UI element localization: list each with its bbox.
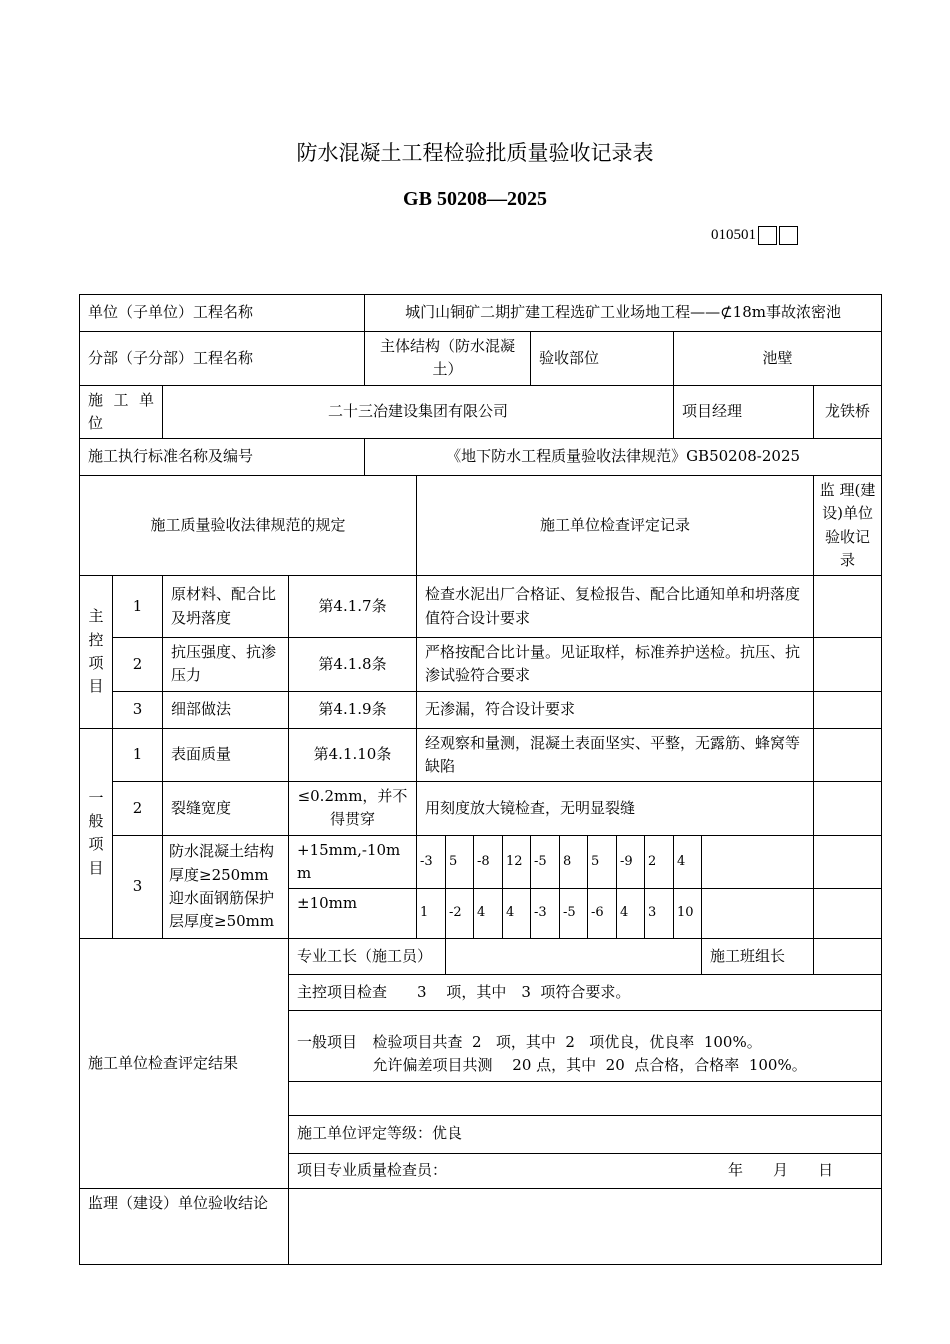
- unit-project-label: 单位（子单位）工程名称: [80, 295, 365, 332]
- measure-cell: 4: [674, 835, 702, 889]
- code-box-1[interactable]: [758, 226, 777, 245]
- supervision-label: 监理（建设）单位验收结论: [80, 1188, 289, 1264]
- measure-empty-cell: [702, 835, 814, 889]
- main-item-name: 细部做法: [163, 691, 289, 728]
- standard-number: GB 50208—2025: [403, 188, 547, 210]
- measure-cell: 12: [503, 835, 531, 889]
- general-item-name: 表面质量: [163, 728, 289, 782]
- main-item-clause: 第4.1.8条: [289, 638, 417, 692]
- measure-cell: 5: [588, 835, 617, 889]
- general-item-supervisor-cell[interactable]: [814, 889, 882, 939]
- general-item-no: 3: [113, 835, 163, 939]
- main-item-clause: 第4.1.7条: [289, 576, 417, 638]
- grade-line: 施工单位评定等级：优良: [289, 1115, 882, 1153]
- measure-cell: 5: [446, 835, 474, 889]
- sub-project-value: 主体结构（防水混凝土）: [365, 332, 531, 386]
- inspector-label: 项目专业质量检查员：: [297, 1160, 448, 1179]
- project-manager-label: 项目经理: [674, 385, 814, 439]
- measure-cell: -5: [560, 889, 588, 939]
- inspection-table: [79, 294, 882, 1265]
- cover-requirement: 迎水面钢筋保护层厚度≥50mm: [169, 888, 275, 930]
- main-check-summary: 主控项目检查 3 项，其中 3 项符合要求。: [289, 975, 882, 1011]
- main-item-no: 1: [113, 576, 163, 638]
- cover-tolerance: ±10mm: [289, 889, 417, 939]
- general-item-name: [163, 835, 289, 939]
- main-item-record: 严格按配合比计量。见证取样，标准养护送检。抗压、抗渗试验符合要求: [417, 638, 814, 692]
- measure-empty-cell: [702, 889, 814, 939]
- inspector-row: [289, 1153, 882, 1188]
- main-item-supervisor-cell[interactable]: [814, 691, 882, 728]
- measure-cell: 2: [645, 835, 674, 889]
- main-item-no: 3: [113, 691, 163, 728]
- general-item-no: 1: [113, 728, 163, 782]
- main-item-no: 2: [113, 638, 163, 692]
- measure-cell: -3: [531, 889, 560, 939]
- general-summary-line-2: 允许偏差项目共测 20 点，其中 20 点合格，合格率 100%。: [372, 1056, 807, 1075]
- general-item-record: 经观察和量测，混凝土表面坚实、平整，无露筋、蜂窝等缺陷: [417, 728, 814, 782]
- main-item-supervisor-cell[interactable]: [814, 638, 882, 692]
- main-item-supervisor-cell[interactable]: [814, 576, 882, 638]
- date-year: 年: [728, 1160, 744, 1179]
- acceptance-part-value: 池壁: [674, 332, 882, 386]
- date-month: 月: [773, 1160, 789, 1179]
- unit-project-value: 城门山铜矿二期扩建工程选矿工业场地工程——⊄18m事故浓密池: [365, 295, 882, 332]
- measure-cell: -3: [417, 835, 446, 889]
- thickness-tolerance: +15mm,-10mm: [289, 835, 417, 889]
- general-item-supervisor-cell[interactable]: [814, 835, 882, 889]
- supervisor-column-header: 监 理(建设)单位验收记录: [814, 476, 882, 576]
- general-item-clause: 第4.1.10条: [289, 728, 417, 782]
- general-item-clause: ≤0.2mm，并不得贯穿: [289, 782, 417, 836]
- supervision-conclusion[interactable]: [289, 1188, 882, 1264]
- form-title: 防水混凝土工程检验批质量验收记录表: [296, 141, 654, 165]
- acceptance-part-label: 验收部位: [531, 332, 674, 386]
- project-manager-value: 龙铁桥: [814, 385, 882, 439]
- general-summary-label: 一般项目: [289, 1011, 365, 1082]
- main-item-record: 无渗漏，符合设计要求: [417, 691, 814, 728]
- general-item-supervisor-cell[interactable]: [814, 728, 882, 782]
- record-column-header: 施工单位检查评定记录: [417, 476, 814, 576]
- team-leader-label: 施工班组长: [702, 939, 814, 975]
- form-code-text: 010501: [711, 227, 756, 243]
- measure-cell: 8: [560, 835, 588, 889]
- measure-cell: -5: [531, 835, 560, 889]
- main-item-name: 抗压强度、抗渗压力: [163, 638, 289, 692]
- measure-cell: 4: [503, 889, 531, 939]
- spec-column-header: 施工质量验收法律规范的规定: [80, 476, 417, 576]
- result-blank-row: [289, 1081, 882, 1115]
- measure-cell: 1: [417, 889, 446, 939]
- general-group-label: 一般项目: [80, 728, 113, 939]
- measure-cell: 10: [674, 889, 702, 939]
- standard-label: 施工执行标准名称及编号: [80, 439, 365, 476]
- measure-cell: -9: [617, 835, 645, 889]
- general-item-record: 用刻度放大镜检查，无明显裂缝: [417, 782, 814, 836]
- general-summary-line-1: 检验项目共查 2 项，其中 2 项优良，优良率 100%。: [372, 1033, 762, 1051]
- foreman-value[interactable]: [446, 939, 702, 975]
- measure-cell: 3: [645, 889, 674, 939]
- date-day: 日: [818, 1160, 834, 1179]
- foreman-label: 专业工长（施工员）: [289, 939, 446, 975]
- measure-cell: 4: [474, 889, 503, 939]
- general-item-name: 裂缝宽度: [163, 782, 289, 836]
- sub-project-label: 分部（子分部）工程名称: [80, 332, 365, 386]
- main-item-record: 检查水泥出厂合格证、复检报告、配合比通知单和坍落度值符合设计要求: [417, 576, 814, 638]
- standard-value: 《地下防水工程质量验收法律规范》GB50208-2025: [365, 439, 882, 476]
- code-box-2[interactable]: [779, 226, 798, 245]
- team-leader-value[interactable]: [814, 939, 882, 975]
- main-item-name: 原材料、配合比及坍落度: [163, 576, 289, 638]
- sign-date: [728, 1159, 833, 1182]
- measure-cell: -6: [588, 889, 617, 939]
- thickness-requirement: 防水混凝土结构厚度≥250mm: [169, 842, 275, 884]
- result-label: 施工单位检查评定结果: [80, 939, 289, 1189]
- measure-cell: -8: [474, 835, 503, 889]
- main-item-clause: 第4.1.9条: [289, 691, 417, 728]
- construction-unit-label: 施 工 单 位: [80, 385, 163, 439]
- form-code: [711, 226, 798, 245]
- construction-unit-value: 二十三冶建设集团有限公司: [163, 385, 674, 439]
- general-item-no: 2: [113, 782, 163, 836]
- general-item-supervisor-cell[interactable]: [814, 782, 882, 836]
- measure-cell: -2: [446, 889, 474, 939]
- measure-cell: 4: [617, 889, 645, 939]
- general-summary: [365, 1011, 882, 1082]
- main-control-group-label: 主控项目: [80, 576, 113, 729]
